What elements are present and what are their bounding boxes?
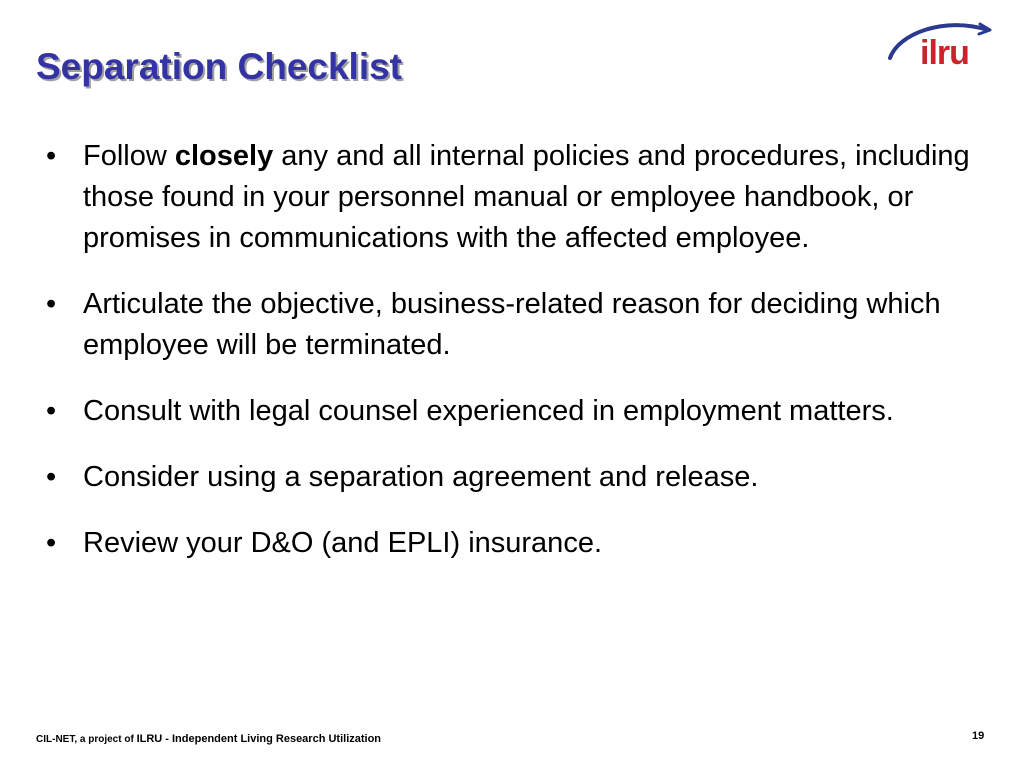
bullet-item [44,284,994,366]
bullet-item [44,457,994,498]
footer-credit [36,733,381,745]
bullet-text: Articulate the objective, business-related reason for deciding which employee will be terminated. [83,288,941,361]
bullet-text-post: any and all internal policies and procedures, including those found in your personnel manual or employee handbook, or promises in communications with the affected employee. [83,140,970,254]
bullet-item [44,391,994,432]
bullet-list [44,136,994,589]
bullet-dot-icon: • [46,527,57,559]
ilru-logo [884,14,994,84]
footer-org: ILRU - Independent Living Research Utilization [136,733,382,745]
bullet-dot-icon: • [46,288,57,320]
bullet-text: Consult with legal counsel experienced in employment matters. [83,395,894,427]
logo-text: ilru [920,34,969,72]
bullet-item [44,136,994,259]
page-number: 19 [972,730,985,742]
bullet-dot-icon: • [46,395,57,427]
bullet-text [83,140,970,254]
bullet-item [44,523,994,564]
footer-prefix: CIL-NET, a project of [36,734,137,745]
bullet-text-emphasis: closely [174,140,274,172]
bullet-text: Consider using a separation agreement and release. [83,461,759,493]
slide-title: Separation Checklist [36,46,403,87]
bullet-text: Review your D&O (and EPLI) insurance. [83,527,602,559]
bullet-dot-icon: • [46,461,57,493]
bullet-text-pre: Follow [83,140,175,172]
bullet-dot-icon: • [46,140,57,172]
